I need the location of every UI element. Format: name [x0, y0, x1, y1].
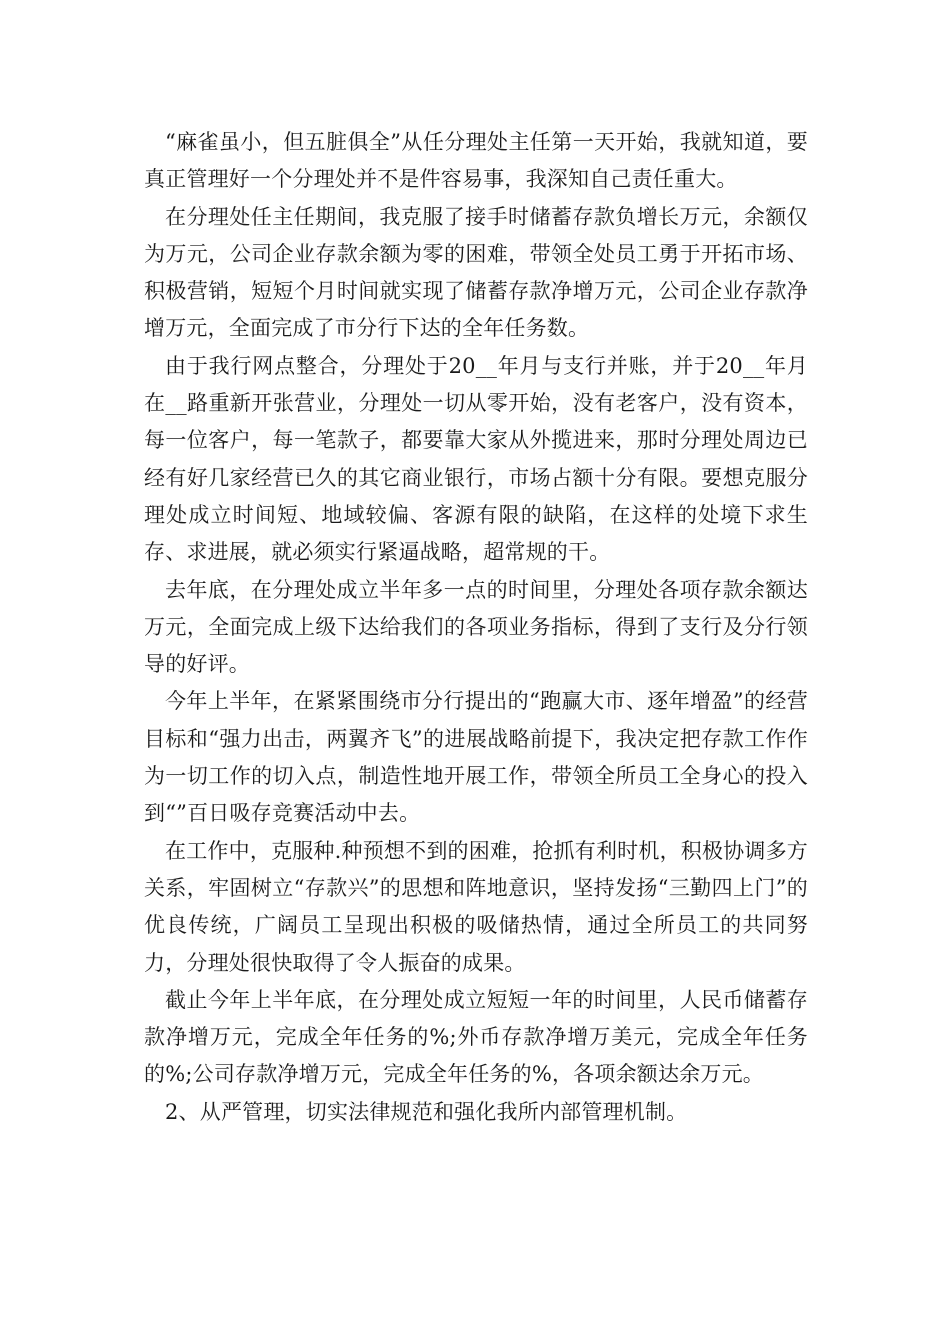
- paragraph-3: 由于我行网点整合，分理处于20__年月与支行并账，并于20__年月在__路重新开张营业，分理处一切从零开始，没有老客户，没有资本，每一位客户，每一笔款子，都要靠大家从外揽进来，那时分理处周边已经有好几家经营已久的其它商业银行，市场占额十分有限。要想克服分理处成立时间短、地域较偏、客源有限的缺陷，在这样的处境下求生存、求进展，就必须实行紧逼战略，超常规的干。: [144, 353, 808, 565]
- paragraph-4: 去年底，在分理处成立半年多一点的时间里，分理处各项存款余额达万元，全面完成上级下达给我们的各项业务指标，得到了支行及分行领导的好评。: [144, 577, 808, 677]
- paragraph-8: 2、从严管理，切实法律规范和强化我所内部管理机制。: [165, 1099, 688, 1124]
- paragraph-2: 在分理处任主任期间，我克服了接手时储蓄存款负增长万元，余额仅为万元，公司企业存款余额为零的困难，带领全处员工勇于开拓市场、积极营销，短短个月时间就实现了储蓄存款净增万元，公司企业存款净增万元，全面完成了市分行下达的全年任务数。: [144, 204, 808, 341]
- paragraph-6: 在工作中，克服种.种预想不到的困难，抢抓有利时机，积极协调多方关系，牢固树立“存款兴”的思想和阵地意识，坚持发扬“三勤四上门”的优良传统，广阔员工呈现出积极的吸储热情，通过全所员工的共同努力，分理处很快取得了令人振奋的成果。: [144, 838, 808, 975]
- paragraph-1: “麻雀虽小，但五脏俱全”从任分理处主任第一天开始，我就知道，要真正管理好一个分理处并不是件容易事，我深知自己责任重大。: [144, 130, 808, 192]
- document-body: [144, 124, 808, 1131]
- paragraph-7: 截止今年上半年底，在分理处成立短短一年的时间里，人民币储蓄存款净增万元，完成全年任务的%;外币存款净增万美元，完成全年任务的%;公司存款净增万元，完成全年任务的%，各项余额达余万元。: [144, 987, 808, 1087]
- paragraph-5: 今年上半年，在紧紧围绕市分行提出的“跑赢大市、逐年增盈”的经营目标和“强力出击，两翼齐飞”的进展战略前提下，我决定把存款工作作为一切工作的切入点，制造性地开展工作，带领全所员工全身心的投入到“”百日吸存竞赛活动中去。: [144, 689, 808, 826]
